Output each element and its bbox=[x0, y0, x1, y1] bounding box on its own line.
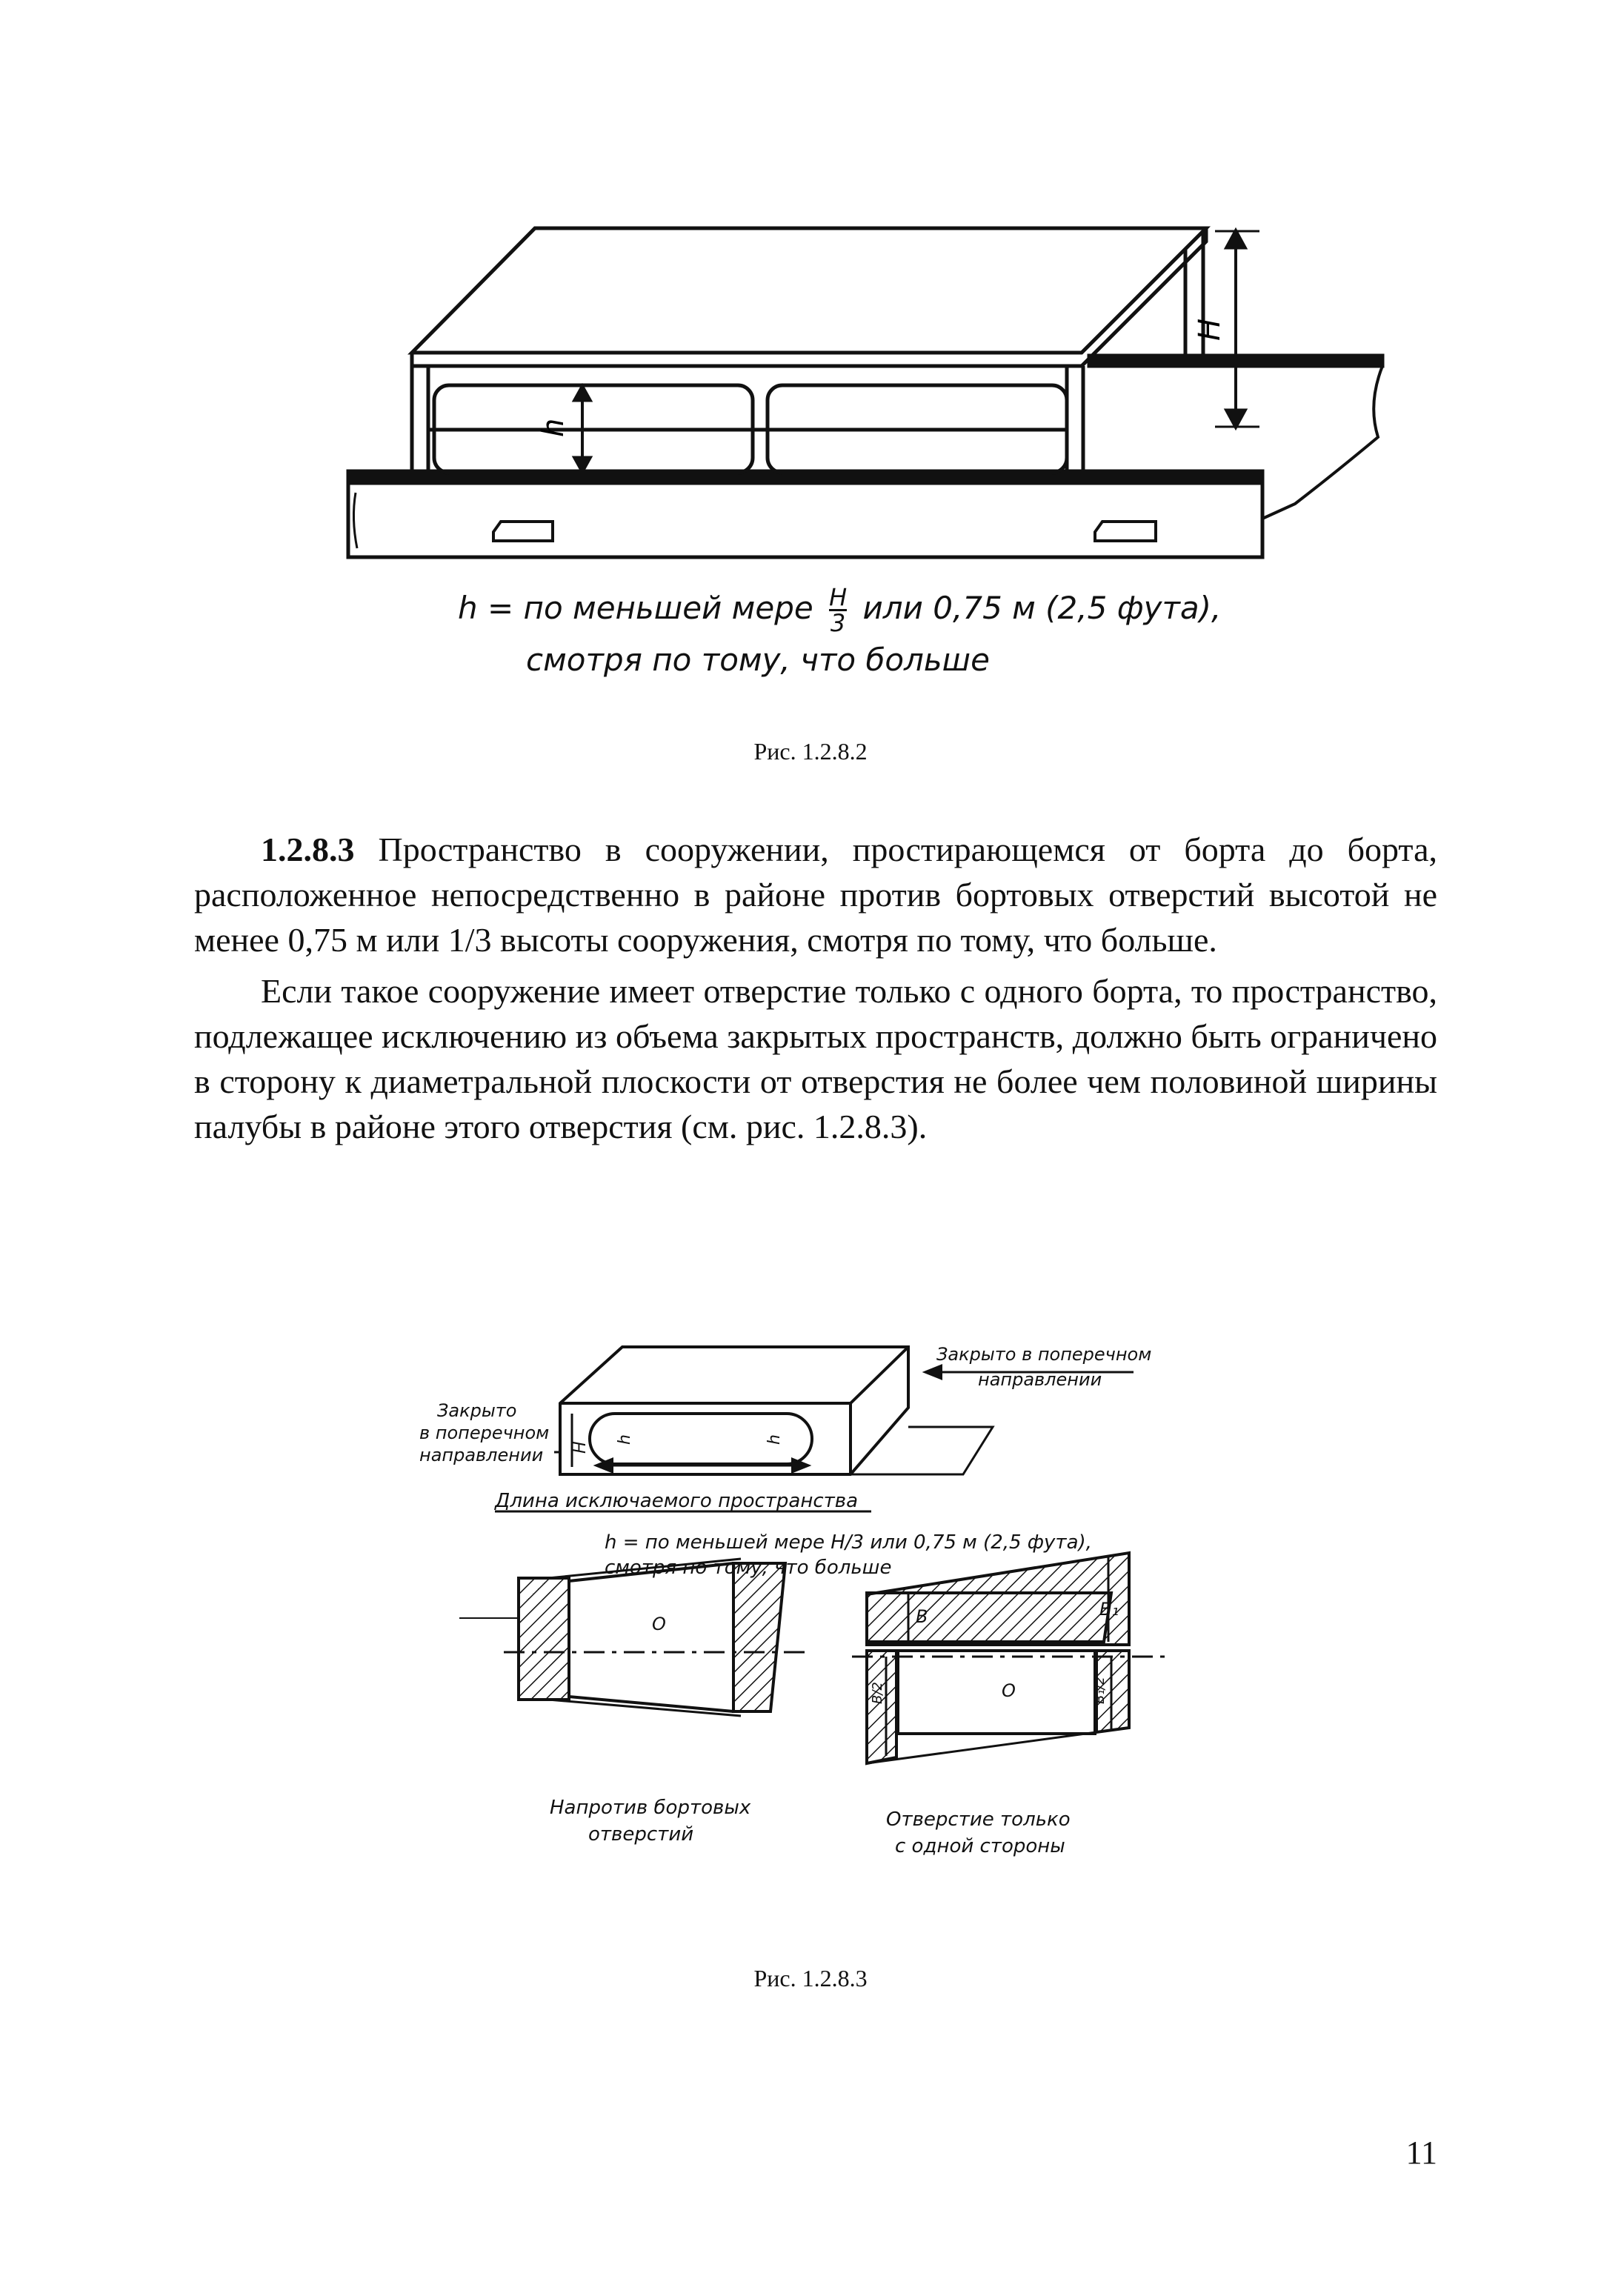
box-label-h-right: h bbox=[765, 1434, 784, 1445]
fraction-denominator: 3 bbox=[830, 609, 846, 637]
top-right-label-1: Закрыто в поперечном bbox=[936, 1344, 1152, 1365]
right-plan-label-B: В bbox=[916, 1606, 928, 1627]
formula-part-a: h = по меньшей мере bbox=[458, 590, 813, 626]
paragraph-1-text: Пространство в сооружении, простирающемся от борта до борта, расположенное непосредственно в районе против бортовых отверстий высотой не менее 0,75 м или 1/3 высоты сооружения, смотря по тому, что больше. bbox=[194, 831, 1437, 959]
box-label-h-left: h bbox=[616, 1434, 634, 1445]
formula-line-1: h = по меньшей мере H/3 или 0,75 м (2,5 фута), bbox=[605, 1531, 1092, 1554]
figure-1-formula-line2: смотря по тому, что больше bbox=[526, 642, 990, 678]
label-H: H bbox=[1193, 318, 1227, 341]
formula-fraction bbox=[829, 585, 847, 635]
fraction-numerator: H bbox=[829, 583, 848, 611]
figure-1-formula bbox=[458, 585, 1221, 635]
figure-1-2-8-3-drawing bbox=[0, 1319, 1621, 1867]
left-label-2: в поперечном bbox=[419, 1422, 550, 1443]
figure-1-caption: Рис. 1.2.8.2 bbox=[753, 738, 868, 765]
bottom-right-label-2: с одной стороны bbox=[895, 1835, 1065, 1857]
bottom-left-label-1: Напротив бортовых bbox=[550, 1797, 751, 1819]
page-number: 11 bbox=[1405, 2134, 1437, 2171]
right-plan-label-B-half: В/2 bbox=[870, 1682, 885, 1704]
left-label-3: направлении bbox=[419, 1445, 544, 1465]
left-label-1: Закрыто bbox=[437, 1400, 517, 1421]
section-number: 1.2.8.3 bbox=[261, 831, 355, 868]
right-plan-label-O: О bbox=[1002, 1680, 1016, 1701]
formula-part-b: или 0,75 м (2,5 фута), bbox=[862, 590, 1222, 626]
section-text bbox=[194, 827, 1437, 1149]
figure-2-caption: Рис. 1.2.8.3 bbox=[753, 1965, 868, 1991]
formula-line-2: смотря по тому, что больше bbox=[605, 1557, 892, 1579]
bottom-right-label-1: Отверстие только bbox=[886, 1808, 1071, 1831]
left-plan-label-O: О bbox=[652, 1614, 666, 1634]
box-label-H: H bbox=[571, 1441, 590, 1454]
length-label: Длина исключаемого пространства bbox=[495, 1490, 859, 1512]
paragraph-2: Если такое сооружение имеет отверстие только с одного борта, то пространство, подлежащее исключению из объема закрытых пространств, должно быть ограничено в сторону к диаметральной плоскости от отверстия не более чем половиной ширины палубы в районе этого отверстия (см. рис. 1.2.8.3). bbox=[194, 972, 1437, 1145]
right-plan-label-B1-half: В₁/2 bbox=[1092, 1676, 1108, 1704]
right-plan-label-B1: В₁ bbox=[1099, 1599, 1119, 1620]
paragraph-1 bbox=[194, 827, 1437, 962]
label-h: h bbox=[536, 418, 570, 437]
bottom-left-label-2: отверстий bbox=[588, 1823, 694, 1846]
top-right-label-2: направлении bbox=[978, 1369, 1102, 1390]
